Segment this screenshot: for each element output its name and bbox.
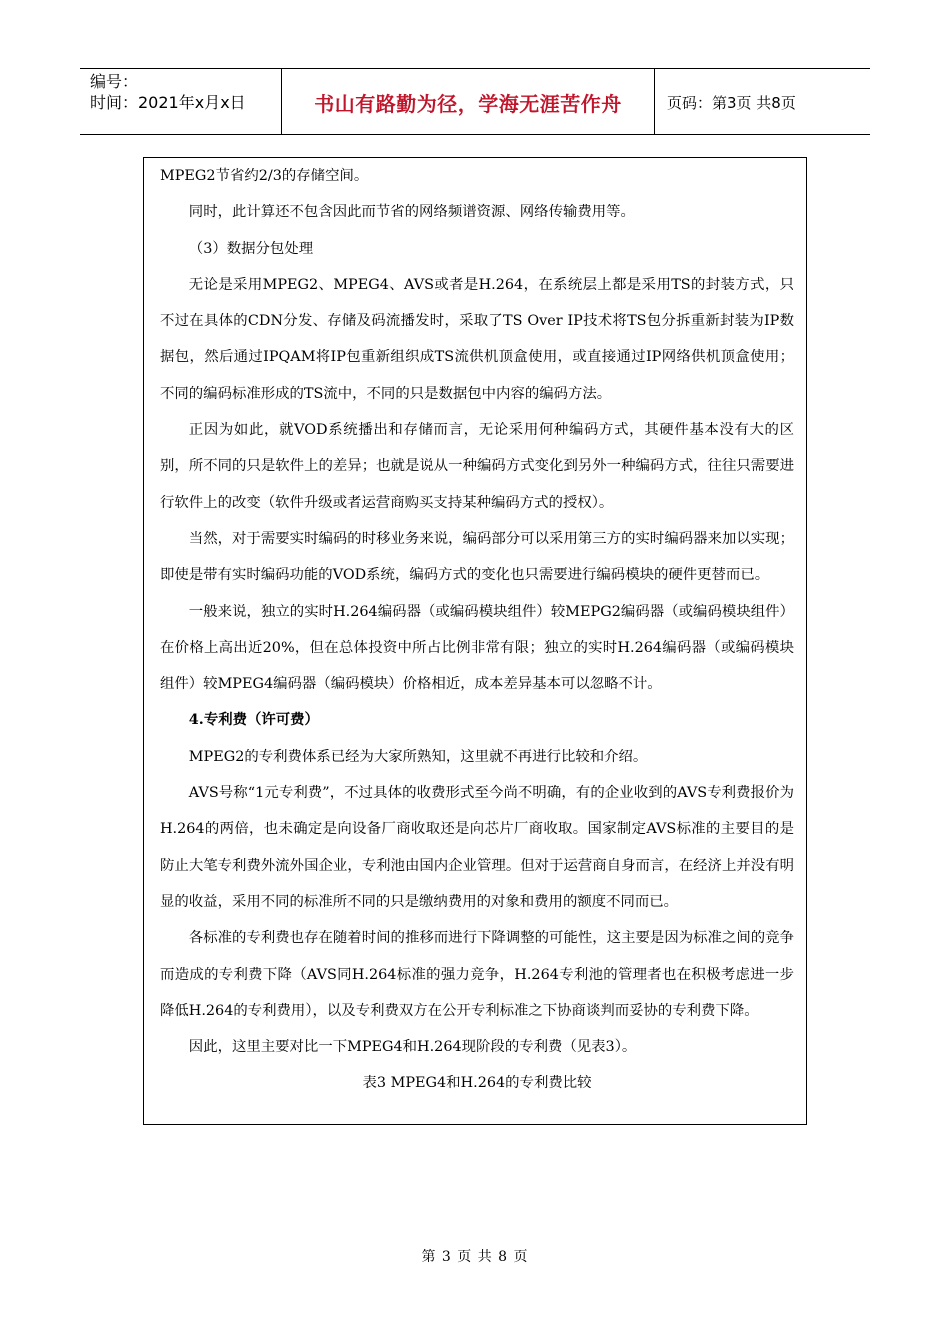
- document-body: [160, 158, 794, 1102]
- paragraph: 各标准的专利费也存在随着时间的推移而进行下降调整的可能性，这主要是因为标准之间的竞争而造成的专利费下降（AVS同H.264标准的强力竞争，H.264专利池的管理者也在积极考虑进一步降低H.264的专利费用），以及专利费双方在公开专利标准之下协商谈判而妥协的专利费下降。: [160, 930, 794, 1019]
- paragraph: 正因为如此，就VOD系统播出和存储而言，无论采用何种编码方式，其硬件基本没有大的区别，所不同的只是软件上的差异；也就是说从一种编码方式变化到另外一种编码方式，往往只需要进行软件上的改变（软件升级或者运营商购买支持某种编码方式的授权）。: [160, 422, 794, 511]
- header-page-info: 页码：第3页 共8页: [667, 93, 796, 112]
- paragraph: MPEG2的专利费体系已经为大家所熟知，这里就不再进行比较和介绍。: [188, 748, 648, 765]
- table-caption: 表3 MPEG4和H.264的专利费比较: [362, 1075, 592, 1092]
- page-footer: 第 3 页 共 8 页: [421, 1249, 529, 1265]
- content-frame: [143, 157, 807, 1125]
- paragraph: 因此，这里主要对比一下MPEG4和H.264现阶段的专利费（见表3）。: [188, 1039, 637, 1056]
- paragraph: 一般来说，独立的实时H.264编码器（或编码模块组件）较MEPG2编码器（或编码模块组件）在价格上高出近20%，但在总体投资中所占比例非常有限；独立的实时H.264编码器（或编码模块组件）较MPEG4编码器（编码模块）价格相近，成本差异基本可以忽略不计。: [160, 603, 794, 693]
- paragraph: 无论是采用MPEG2、MPEG4、AVS或者是H.264，在系统层上都是采用TS的封装方式，只不过在具体的CDN分发、存储及码流播发时，采取了TS Over IP技术将TS包分拆重新封装为IP数据包，然后通过IPQAM将IP包重新组织成TS流供机顶盒使用，或直接通过IP网络供机顶盒使用；不同的编码标准形成的TS流中，不同的只是数据包中内容的编码方法。: [160, 276, 794, 402]
- document-date: 时间：2021年x月x日: [90, 93, 246, 112]
- paragraph: 当然，对于需要实时编码的时移业务来说，编码部分可以采用第三方的实时编码器来加以实现；即使是带有实时编码功能的VOD系统，编码方式的变化也只需要进行编码模块的硬件更替而已。: [160, 530, 794, 584]
- section-heading: （3）数据分包处理: [188, 240, 314, 257]
- header-meta: [80, 69, 282, 135]
- paragraph: AVS号称“1元专利费”，不过具体的收费形式至今尚不明确，有的企业收到的AVS专利费报价为H.264的两倍，也未确定是向设备厂商收取还是向芯片厂商收取。国家制定AVS标准的主要目的是防止大笔专利费外流外国企业，专利池由国内企业管理。但对于运营商自身而言，在经济上并没有明显的收益，采用不同的标准所不同的只是缴纳费用的对象和费用的额度不同而已。: [160, 785, 794, 910]
- paragraph: 同时，此计算还不包含因此而节省的网络频谱资源、网络传输费用等。: [188, 204, 635, 221]
- document-number-label: 编号：: [90, 72, 139, 91]
- page-header: [80, 68, 870, 135]
- section-heading: 4.专利费（许可费）: [188, 711, 319, 729]
- paragraph: MPEG2节省约2/3的存储空间。: [160, 168, 369, 184]
- header-motto: 书山有路勤为径，学海无涯苦作舟: [282, 69, 655, 135]
